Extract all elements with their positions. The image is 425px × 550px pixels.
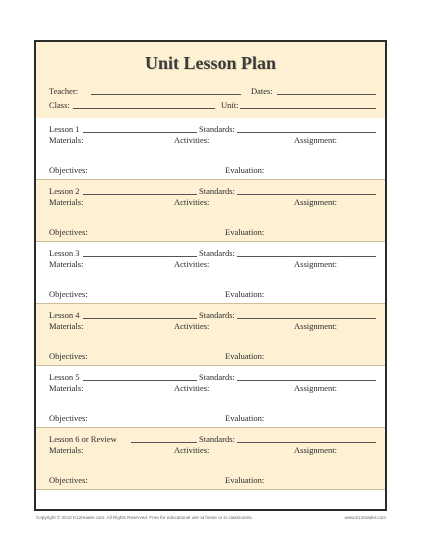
- lesson-title-field[interactable]: [131, 442, 197, 443]
- standards-label: Standards:: [199, 248, 235, 258]
- lesson-columns-row: [49, 196, 372, 208]
- standards-label: Standards:: [199, 124, 235, 134]
- lesson-footer-row: [49, 288, 372, 300]
- lesson-name: Lesson 4: [49, 310, 80, 320]
- activities-label: Activities:: [174, 135, 210, 145]
- class-unit-row: [49, 98, 372, 112]
- lesson-block: [36, 304, 385, 366]
- evaluation-label: Evaluation:: [225, 475, 265, 485]
- lesson-columns-row: [49, 382, 372, 394]
- lesson-block: [36, 428, 385, 490]
- materials-label: Materials:: [49, 445, 84, 455]
- lesson-footer-row: [49, 226, 372, 238]
- lesson-block: [36, 118, 385, 180]
- site-link[interactable]: www.k12reader.com: [344, 515, 386, 520]
- standards-field[interactable]: [237, 442, 376, 443]
- objectives-label: Objectives:: [49, 227, 88, 237]
- lesson-plan-sheet: [34, 40, 387, 511]
- evaluation-label: Evaluation:: [225, 351, 265, 361]
- standards-label: Standards:: [199, 434, 235, 444]
- evaluation-label: Evaluation:: [225, 289, 265, 299]
- lesson-block: [36, 242, 385, 304]
- evaluation-label: Evaluation:: [225, 227, 265, 237]
- dates-label: Dates:: [251, 86, 273, 96]
- evaluation-label: Evaluation:: [225, 165, 265, 175]
- standards-field[interactable]: [237, 132, 376, 133]
- lesson-name: Lesson 1: [49, 124, 80, 134]
- materials-label: Materials:: [49, 259, 84, 269]
- lesson-block: [36, 180, 385, 242]
- lesson-footer-row: [49, 164, 372, 176]
- assignment-label: Assignment:: [294, 321, 337, 331]
- activities-label: Activities:: [174, 321, 210, 331]
- standards-label: Standards:: [199, 186, 235, 196]
- objectives-label: Objectives:: [49, 351, 88, 361]
- materials-label: Materials:: [49, 197, 84, 207]
- assignment-label: Assignment:: [294, 383, 337, 393]
- materials-label: Materials:: [49, 321, 84, 331]
- lesson-title-field[interactable]: [83, 132, 197, 133]
- class-field[interactable]: [73, 108, 215, 109]
- teacher-label: Teacher:: [49, 86, 79, 96]
- objectives-label: Objectives:: [49, 289, 88, 299]
- activities-label: Activities:: [174, 197, 210, 207]
- standards-field[interactable]: [237, 256, 376, 257]
- lesson-name: Lesson 3: [49, 248, 80, 258]
- standards-label: Standards:: [199, 372, 235, 382]
- lesson-columns-row: [49, 444, 372, 456]
- lesson-columns-row: [49, 320, 372, 332]
- activities-label: Activities:: [174, 383, 210, 393]
- lesson-block: [36, 366, 385, 428]
- lesson-title-field[interactable]: [83, 380, 197, 381]
- lesson-footer-row: [49, 350, 372, 362]
- objectives-label: Objectives:: [49, 475, 88, 485]
- assignment-label: Assignment:: [294, 135, 337, 145]
- evaluation-label: Evaluation:: [225, 413, 265, 423]
- materials-label: Materials:: [49, 383, 84, 393]
- lesson-name: Lesson 5: [49, 372, 80, 382]
- teacher-dates-row: [49, 84, 372, 98]
- objectives-label: Objectives:: [49, 165, 88, 175]
- lesson-columns-row: [49, 134, 372, 146]
- class-label: Class:: [49, 100, 70, 110]
- standards-field[interactable]: [237, 194, 376, 195]
- assignment-label: Assignment:: [294, 445, 337, 455]
- lesson-footer-row: [49, 412, 372, 424]
- lesson-title-field[interactable]: [83, 194, 197, 195]
- unit-label: Unit:: [221, 100, 239, 110]
- lesson-title-field[interactable]: [83, 318, 197, 319]
- page-title: Unit Lesson Plan: [144, 53, 277, 73]
- lesson-title-field[interactable]: [83, 256, 197, 257]
- assignment-label: Assignment:: [294, 197, 337, 207]
- standards-field[interactable]: [237, 318, 376, 319]
- standards-label: Standards:: [199, 310, 235, 320]
- unit-field[interactable]: [240, 108, 376, 109]
- lesson-name: Lesson 6 or Review: [49, 434, 117, 444]
- footer: [36, 515, 386, 525]
- objectives-label: Objectives:: [49, 413, 88, 423]
- header-section: [36, 42, 385, 119]
- teacher-field[interactable]: [91, 94, 241, 95]
- lesson-name: Lesson 2: [49, 186, 80, 196]
- standards-field[interactable]: [237, 380, 376, 381]
- materials-label: Materials:: [49, 135, 84, 145]
- dates-field[interactable]: [277, 94, 376, 95]
- copyright-text: Copyright © 2012 K12reader.com. All Rights Reserved. Free for educational use at home or in classrooms.: [36, 515, 253, 520]
- lesson-footer-row: [49, 474, 372, 486]
- activities-label: Activities:: [174, 259, 210, 269]
- lesson-columns-row: [49, 258, 372, 270]
- activities-label: Activities:: [174, 445, 210, 455]
- assignment-label: Assignment:: [294, 259, 337, 269]
